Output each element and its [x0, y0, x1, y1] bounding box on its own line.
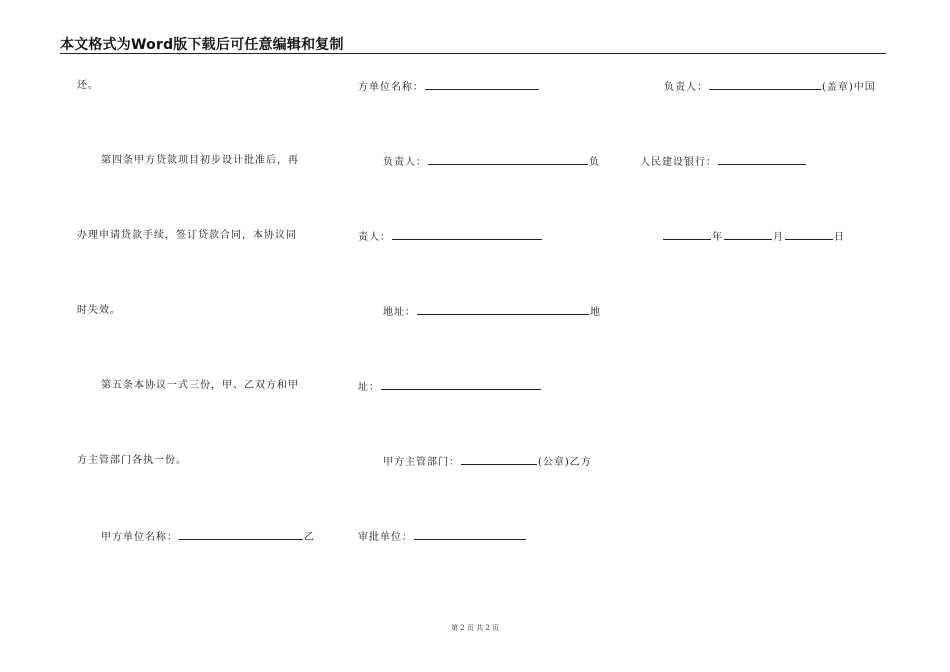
- year-label: 年: [712, 232, 723, 243]
- party-a-rep-label: 负责人：: [383, 157, 427, 168]
- year-blank: [663, 230, 711, 240]
- col1-line-4: 时失效。: [77, 305, 121, 316]
- footer-page-total: 2: [485, 624, 490, 632]
- month-label: 月: [773, 232, 784, 243]
- footer-mid: 页 共: [466, 624, 484, 632]
- bank-seal-text: (盖章)中国: [822, 82, 876, 93]
- party-b-prefix: 乙: [304, 532, 315, 543]
- party-a-address-label: 地址：: [383, 307, 416, 318]
- party-b-rep-prefix: 负: [589, 157, 600, 168]
- col1-line-3: 办理申请贷款手续，签订贷款合同，本协议同: [77, 230, 297, 241]
- supervisor-dept-blank: [461, 455, 537, 465]
- day-blank: [785, 230, 833, 240]
- party-b-address-prefix: 地: [590, 307, 601, 318]
- col2-line-2: [383, 155, 600, 169]
- party-a-name-label: 甲方单位名称：: [101, 532, 178, 543]
- party-b-name-blank: [425, 80, 539, 90]
- col3-line-3-date: [662, 230, 845, 244]
- approval-unit-label: 审批单位：: [358, 532, 413, 543]
- party-b-rep-label: 责人：: [358, 232, 391, 243]
- footer-prefix: 第: [450, 624, 458, 632]
- approval-unit-blank: [414, 530, 526, 540]
- seal-party-b-text: (公章)乙方: [538, 457, 592, 468]
- document-header-title: 本文格式为Word版下载后可任意编辑和复制: [60, 37, 344, 53]
- month-blank: [724, 230, 772, 240]
- footer-page-number: 2: [460, 624, 465, 632]
- party-b-address-blank: [381, 380, 541, 390]
- col1-line-1: 还。: [77, 80, 99, 91]
- party-b-name-label: 方单位名称：: [358, 82, 424, 93]
- bank-label: 人民建设银行：: [640, 157, 717, 168]
- col3-line-1: [664, 80, 876, 94]
- page-footer: [0, 623, 950, 633]
- col1-line-6: 方主管部门各执一份。: [77, 455, 187, 466]
- col2-line-3: [358, 230, 543, 244]
- col1-line-5: 第五条本协议一式三份，甲、乙双方和甲: [101, 380, 299, 391]
- footer-suffix: 页: [492, 624, 500, 632]
- col2-line-7: [358, 530, 527, 544]
- supervisor-dept-label: 甲方主管部门：: [383, 457, 460, 468]
- col1-line-7: [101, 530, 315, 544]
- party-a-rep-blank: [428, 155, 588, 165]
- party-b-rep-blank: [392, 230, 542, 240]
- party-b-address-label: 址：: [358, 382, 380, 393]
- bank-rep-blank: [709, 80, 821, 90]
- col2-line-1: [358, 80, 540, 94]
- day-label: 日: [834, 232, 845, 243]
- col2-line-6: [383, 455, 592, 469]
- party-a-address-blank: [417, 305, 589, 315]
- bank-blank: [718, 155, 806, 165]
- col2-line-5: [358, 380, 542, 394]
- col2-line-4: [383, 305, 601, 319]
- header-divider: [60, 53, 886, 54]
- party-a-name-blank: [179, 530, 303, 540]
- bank-rep-label: 负责人：: [664, 82, 708, 93]
- col1-line-2: 第四条甲方贷款项目初步设计批准后，再: [101, 155, 299, 166]
- col3-line-2: [640, 155, 807, 169]
